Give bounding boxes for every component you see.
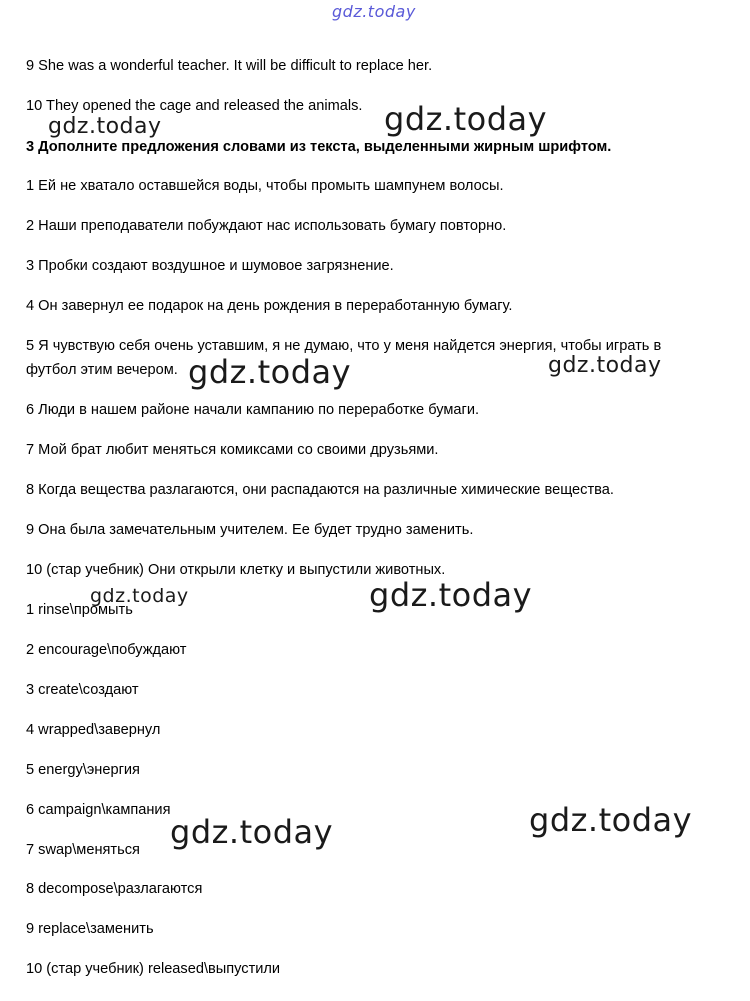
watermark: gdz.today: [548, 353, 662, 378]
answer-line: 1 Ей не хватало оставшейся воды, чтобы промыть шампунем волосы.: [26, 178, 504, 194]
answer-line: 7 Мой брат любит меняться комиксами со своими друзьями.: [26, 442, 439, 458]
answer-line: 8 Когда вещества разлагаются, они распадаются на различные химические вещества.: [26, 482, 614, 498]
vocab-line: 10 (стар учебник) released\выпустили: [26, 961, 281, 977]
watermark: gdz.today: [170, 813, 334, 851]
watermark: gdz.today: [188, 353, 352, 391]
vocab-line: 9 replace\заменить: [26, 921, 154, 937]
watermark: gdz.today: [529, 801, 693, 839]
watermark: gdz.today: [369, 576, 533, 614]
answer-line: 4 Он завернул ее подарок на день рождения в переработанную бумагу.: [26, 298, 513, 314]
watermark: gdz.today: [48, 114, 162, 139]
answer-line: футбол этим вечером.: [26, 362, 178, 378]
watermark: gdz.today: [384, 100, 548, 138]
vocab-line: 4 wrapped\завернул: [26, 722, 161, 738]
answer-line: 2 Наши преподаватели побуждают нас использовать бумагу повторно.: [26, 218, 507, 234]
answer-line: 6 Люди в нашем районе начали кампанию по переработке бумаги.: [26, 402, 480, 418]
answer-line: 5 Я чувствую себя очень уставшим, я не думаю, что у меня найдется энергия, чтобы играть в: [26, 338, 662, 354]
vocab-line: 1 rinse\промыть: [26, 602, 133, 618]
exercise-heading: 3 Дополните предложения словами из текста, выделенными жирным шрифтом.: [26, 139, 612, 155]
vocab-line: 5 energy\энергия: [26, 762, 140, 778]
answer-line: 10 (стар учебник) Они открыли клетку и выпустили животных.: [26, 562, 446, 578]
vocab-line: 3 create\создают: [26, 682, 139, 698]
vocab-line: 7 swap\меняться: [26, 842, 140, 858]
answer-line: 3 Пробки создают воздушное и шумовое загрязнение.: [26, 258, 394, 274]
watermark: gdz.today: [90, 585, 189, 607]
header-watermark: gdz.today: [332, 2, 416, 21]
vocab-line: 6 campaign\кампания: [26, 802, 171, 818]
vocab-line: 8 decompose\разлагаются: [26, 881, 203, 897]
answer-line: 9 She was a wonderful teacher. It will be difficult to replace her.: [26, 58, 433, 74]
vocab-line: 2 encourage\побуждают: [26, 642, 187, 658]
answer-line: 10 They opened the cage and released the animals.: [26, 98, 363, 114]
answer-line: 9 Она была замечательным учителем. Ее будет трудно заменить.: [26, 522, 474, 538]
